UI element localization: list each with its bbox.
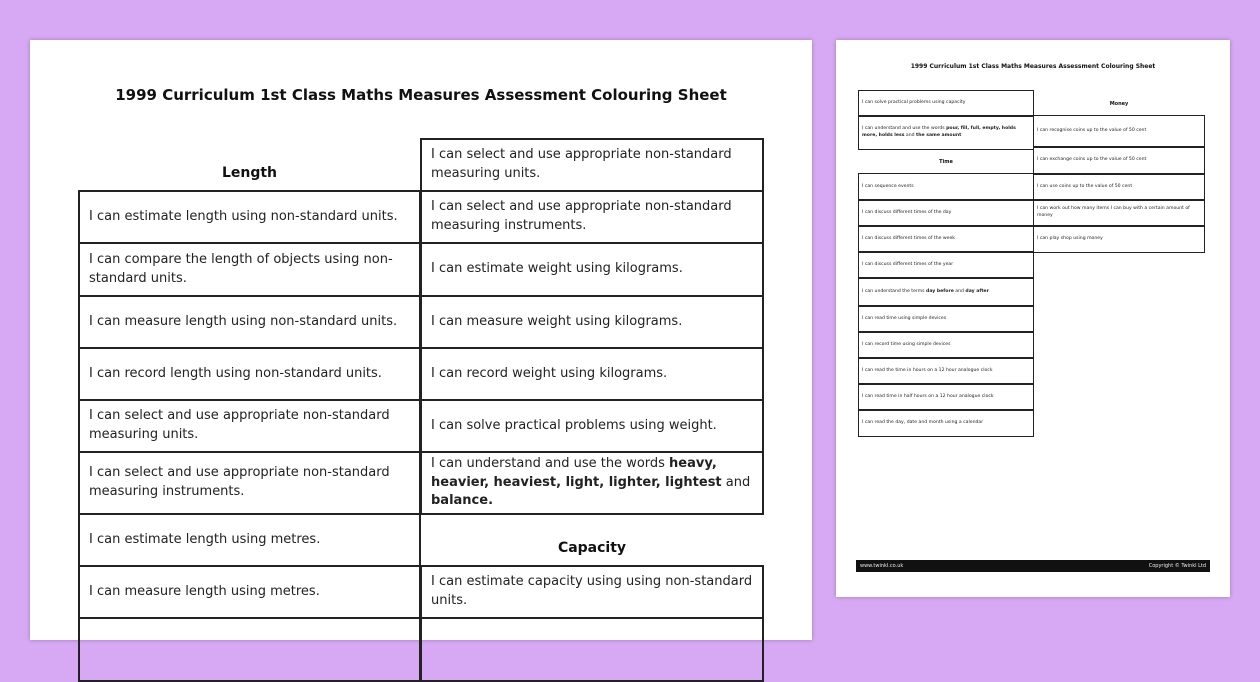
assessment-cell [420, 242, 764, 297]
statement-text: I can measure length using metres. [89, 583, 320, 599]
bold-term: day before [926, 288, 954, 294]
statement-text: I can estimate weight using kilograms. [431, 261, 683, 277]
worksheet-page-1 [30, 40, 812, 640]
assessment-cell [1033, 173, 1205, 201]
statement-text: I can select and use appropriate non-standard measuring instruments. [89, 465, 390, 499]
assessment-cell [858, 383, 1034, 411]
statement-text: I can record weight using kilograms. [431, 365, 668, 381]
statement-text: I can select and use appropriate non-standard measuring units. [89, 408, 390, 442]
assessment-cell [420, 138, 764, 192]
assessment-cell [78, 513, 421, 567]
section-header: Capacity [557, 540, 627, 556]
assessment-cell [858, 115, 1034, 150]
worksheet-page-2 [836, 40, 1230, 597]
assessment-cell [420, 295, 764, 349]
footer-copyright: Copyright © Twinkl Ltd [1148, 563, 1206, 569]
statement-text: I can solve practical problems using capacity [862, 100, 966, 106]
assessment-cell [420, 347, 764, 401]
assessment-cell [78, 451, 421, 515]
bold-term: balance. [431, 493, 494, 509]
statement-text: I can read time using simple devices [862, 315, 947, 321]
statement-text: I can discuss different times of the week [862, 235, 955, 241]
assessment-cell [78, 295, 421, 349]
assessment-cell [78, 347, 421, 401]
statement-text: I can record length using non-standard units. [89, 365, 382, 381]
worksheet-title: 1999 Curriculum 1st Class Maths Measures Assessment Colouring Sheet [115, 86, 727, 104]
statement-text: I can record time using simple devices [862, 341, 951, 347]
assessment-cell [420, 399, 764, 453]
statement-text: I can understand the terms [862, 288, 927, 294]
statement-text: I can select and use appropriate non-standard measuring units. [431, 147, 732, 181]
statement-text: I can estimate capacity using using non-standard units. [431, 574, 753, 608]
assessment-cell [420, 190, 764, 244]
footer-bar [856, 560, 1210, 572]
section-header: Time [939, 158, 953, 165]
statement-text: I can work out how many items I can buy with a certain amount of money [1037, 206, 1190, 218]
statement-text: I can read time in half hours on a 12 hour analogue clock [862, 393, 994, 399]
assessment-cell [420, 617, 764, 682]
assessment-cell [858, 173, 1034, 201]
assessment-cell [858, 305, 1034, 333]
statement-text: I can sequence events [862, 183, 914, 189]
statement-text: and [721, 474, 751, 490]
statement-text: I can use coins up to the value of 50 cent [1037, 183, 1133, 189]
assessment-cell [78, 399, 421, 453]
assessment-cell [78, 242, 421, 297]
statement-text: I can estimate length using metres. [89, 531, 321, 547]
assessment-cell [858, 357, 1034, 385]
statement-text: I can solve practical problems using weight. [431, 417, 717, 433]
statement-text: I can read the time in hours on a 12 hour analogue clock [862, 367, 993, 373]
assessment-cell [1033, 225, 1205, 253]
statement-text: I can understand and use the words [431, 455, 670, 471]
statement-text: and [904, 132, 917, 138]
assessment-cell [420, 565, 764, 619]
assessment-cell [1033, 199, 1205, 227]
assessment-cell [858, 331, 1034, 359]
assessment-cell [1033, 115, 1205, 148]
assessment-cell [858, 90, 1034, 117]
footer-website: www.twinkl.co.uk [860, 563, 904, 569]
assessment-cell [858, 225, 1034, 253]
assessment-cell [78, 565, 421, 619]
statement-text: I can discuss different times of the year [862, 261, 954, 267]
statement-text: I can exchange coins up to the value of 50 cent [1037, 157, 1147, 163]
statement-text: I can discuss different times of the day [862, 209, 952, 215]
statement-text: I can recognise coins up to the value of 50 cent [1037, 128, 1147, 134]
assessment-cell [858, 251, 1034, 279]
statement-text: I can select and use appropriate non-standard measuring instruments. [431, 199, 732, 233]
statement-text: I can measure length using non-standard units. [89, 313, 398, 329]
bold-term: heavy, heavier, heaviest, light, lighter, lightest [431, 455, 722, 490]
bold-term: the same amount [916, 132, 962, 138]
assessment-cell [420, 451, 764, 515]
statement-text: I can estimate length using non-standard units. [89, 208, 398, 224]
assessment-cell [858, 199, 1034, 227]
section-header: Money [1109, 100, 1129, 107]
assessment-cell [858, 409, 1034, 437]
assessment-cell [858, 277, 1034, 307]
statement-text: and [953, 288, 966, 294]
assessment-cell [1033, 146, 1205, 175]
section-header: Length [221, 165, 278, 181]
statement-text: I can understand and use the words [862, 125, 947, 131]
bold-term: day after [965, 288, 989, 294]
assessment-cell [78, 190, 421, 244]
statement-text: I can play shop using money [1037, 235, 1103, 241]
statement-text: I can compare the length of objects using non-standard units. [89, 251, 393, 286]
bold-term: pour, fill, full, empty, holds more, holds less [862, 125, 1016, 138]
worksheet-title: 1999 Curriculum 1st Class Maths Measures Assessment Colouring Sheet [910, 63, 1156, 70]
assessment-cell [78, 617, 421, 682]
statement-text: I can measure weight using kilograms. [431, 313, 683, 329]
statement-text: I can read the day, date and month using a calendar [862, 419, 984, 425]
